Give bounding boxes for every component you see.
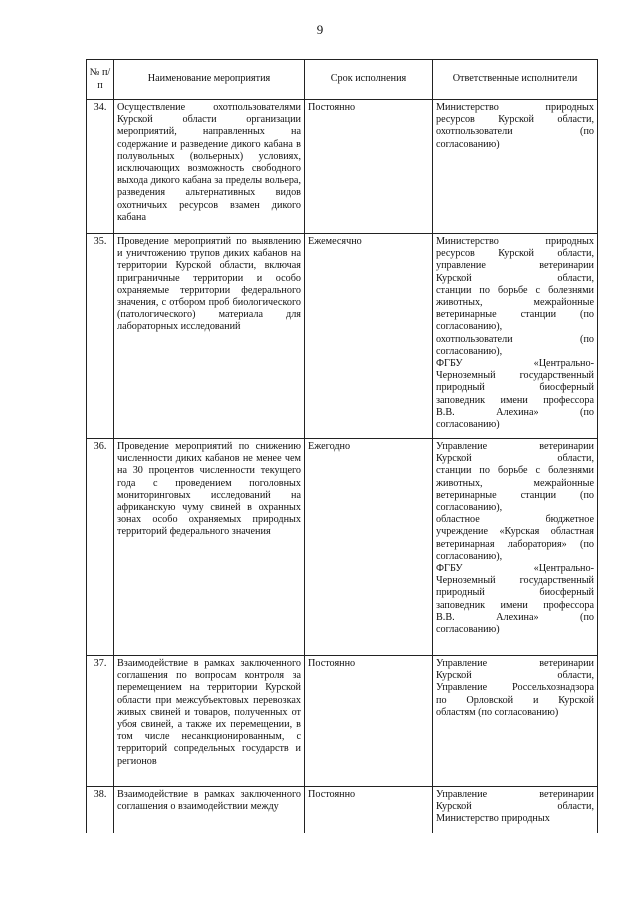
responsible-line: Курской области, [436,272,594,284]
responsible-line: Управление Россельхознадзора [436,682,594,694]
table-body [87,100,598,834]
row-number: 34. [87,100,114,234]
responsible-line: согласованию) [436,419,500,431]
event-name: Проведение мероприятий по снижению численности диких кабанов не менее чем на 30 процентов численности текущего года с проведением поголовных мониторинговых исследований на африканскую чуму свиней в охранных зонах особо охраняемых природных территорий федерального значения [114,439,305,656]
responsible-line: ресурсов Курской области, [436,248,594,260]
table-row [87,234,598,439]
responsible-line: Управление ветеринарии [436,441,594,452]
responsible-line: по Орловской и Курской [436,694,594,706]
event-term: Постоянно [305,100,433,234]
table-row [87,100,598,234]
responsible-line: управление ветеринарии [436,260,594,272]
responsible-line: животных, межрайонные [436,477,594,489]
responsible-line: Курской области, [436,801,594,813]
event-responsible [433,787,598,834]
responsible-line: ресурсов Курской области, [436,114,594,126]
event-term: Постоянно [305,656,433,787]
responsible-line: Управление ветеринарии [436,658,594,669]
table-row [87,656,598,787]
responsible-line: согласованию), [436,321,503,333]
responsible-line: Управление ветеринарии [436,789,594,800]
responsible-line: согласованию), [436,550,503,562]
event-term: Постоянно [305,787,433,834]
header-num: № п/п [87,60,114,100]
responsible-line: станции по борьбе с болезнями [436,284,594,296]
responsible-line: согласованию) [436,138,500,150]
responsible-line: Черноземный государственный [436,575,594,587]
header-term: Срок исполнения [305,60,433,100]
responsible-line: охотпользователи (по [436,333,594,345]
responsible-line: природный биосферный [436,587,594,599]
responsible-line: заповедник имени профессора [436,599,594,611]
event-name: Взаимодействие в рамках заключенного соглашения по вопросам контроля за перемещением на территории Курской области при межсубъектовых перевозках живых свиней и товаров, полученных от убоя свиней, а также их перемещении, в том числе несанкционированным, с территорий сопредельных государств и регионов [114,656,305,787]
responsible-line: животных, межрайонные [436,297,594,309]
event-term: Ежемесячно [305,234,433,439]
row-number: 38. [87,787,114,834]
event-responsible [433,100,598,234]
event-name: Осуществление охотпользователями Курской области организации мероприятий, направленных на содержание и разведение дикого кабана в полувольных (вольерных) условиях, исключающих возможность свободного выхода дикого кабана за пределы вольера, разведения альтернативных видов охотничьих ресурсов взамен дикого кабана [114,100,305,234]
responsible-line: учреждение «Курская областная [436,526,594,538]
event-responsible [433,656,598,787]
responsible-line: согласованию) [436,624,500,636]
event-name: Взаимодействие в рамках заключенного соглашения о взаимодействии между [114,787,305,834]
row-number: 37. [87,656,114,787]
responsible-line: ФГБУ «Центрально- [436,563,594,575]
responsible-line: заповедник имени профессора [436,394,594,406]
responsible-line: Черноземный государственный [436,370,594,382]
table-row [87,787,598,834]
events-table [86,59,598,833]
header-responsible: Ответственные исполнители [433,60,598,100]
responsible-line: Курской области, [436,670,594,682]
row-number: 36. [87,439,114,656]
responsible-line: областям (по согласованию) [436,706,559,718]
responsible-line: Курской области, [436,453,594,465]
responsible-line: охотпользователи (по [436,126,594,138]
row-number: 35. [87,234,114,439]
header-row [87,60,598,100]
table-row [87,439,598,656]
responsible-line: Министерство природных [436,813,550,825]
responsible-line: согласованию), [436,502,503,514]
responsible-line: станции по борьбе с болезнями [436,465,594,477]
table-header [87,60,598,100]
responsible-line: Министерство природных [436,102,594,113]
responsible-line: ветеринарная лаборатория» (по [436,538,594,550]
event-term: Ежегодно [305,439,433,656]
responsible-line: согласованию), [436,345,503,357]
event-responsible [433,234,598,439]
responsible-line: ФГБУ «Центрально- [436,358,594,370]
event-name: Проведение мероприятий по выявлению и уничтожению трупов диких кабанов на территории Курской области, включая приграничные территории и особо охраняемые территории федерального значения, с отбором проб биологического (патологического) материала для лабораторных исследований [114,234,305,439]
responsible-line: В.В. Алехина» (по [436,611,594,623]
responsible-line: ветеринарные станции (по [436,489,594,501]
event-responsible [433,439,598,656]
responsible-line: В.В. Алехина» (по [436,406,594,418]
page-number: 9 [316,22,324,37]
responsible-line: природный биосферный [436,382,594,394]
header-name: Наименование мероприятия [114,60,305,100]
responsible-line: Министерство природных [436,236,594,247]
responsible-line: ветеринарные станции (по [436,309,594,321]
responsible-line: областное бюджетное [436,514,594,526]
